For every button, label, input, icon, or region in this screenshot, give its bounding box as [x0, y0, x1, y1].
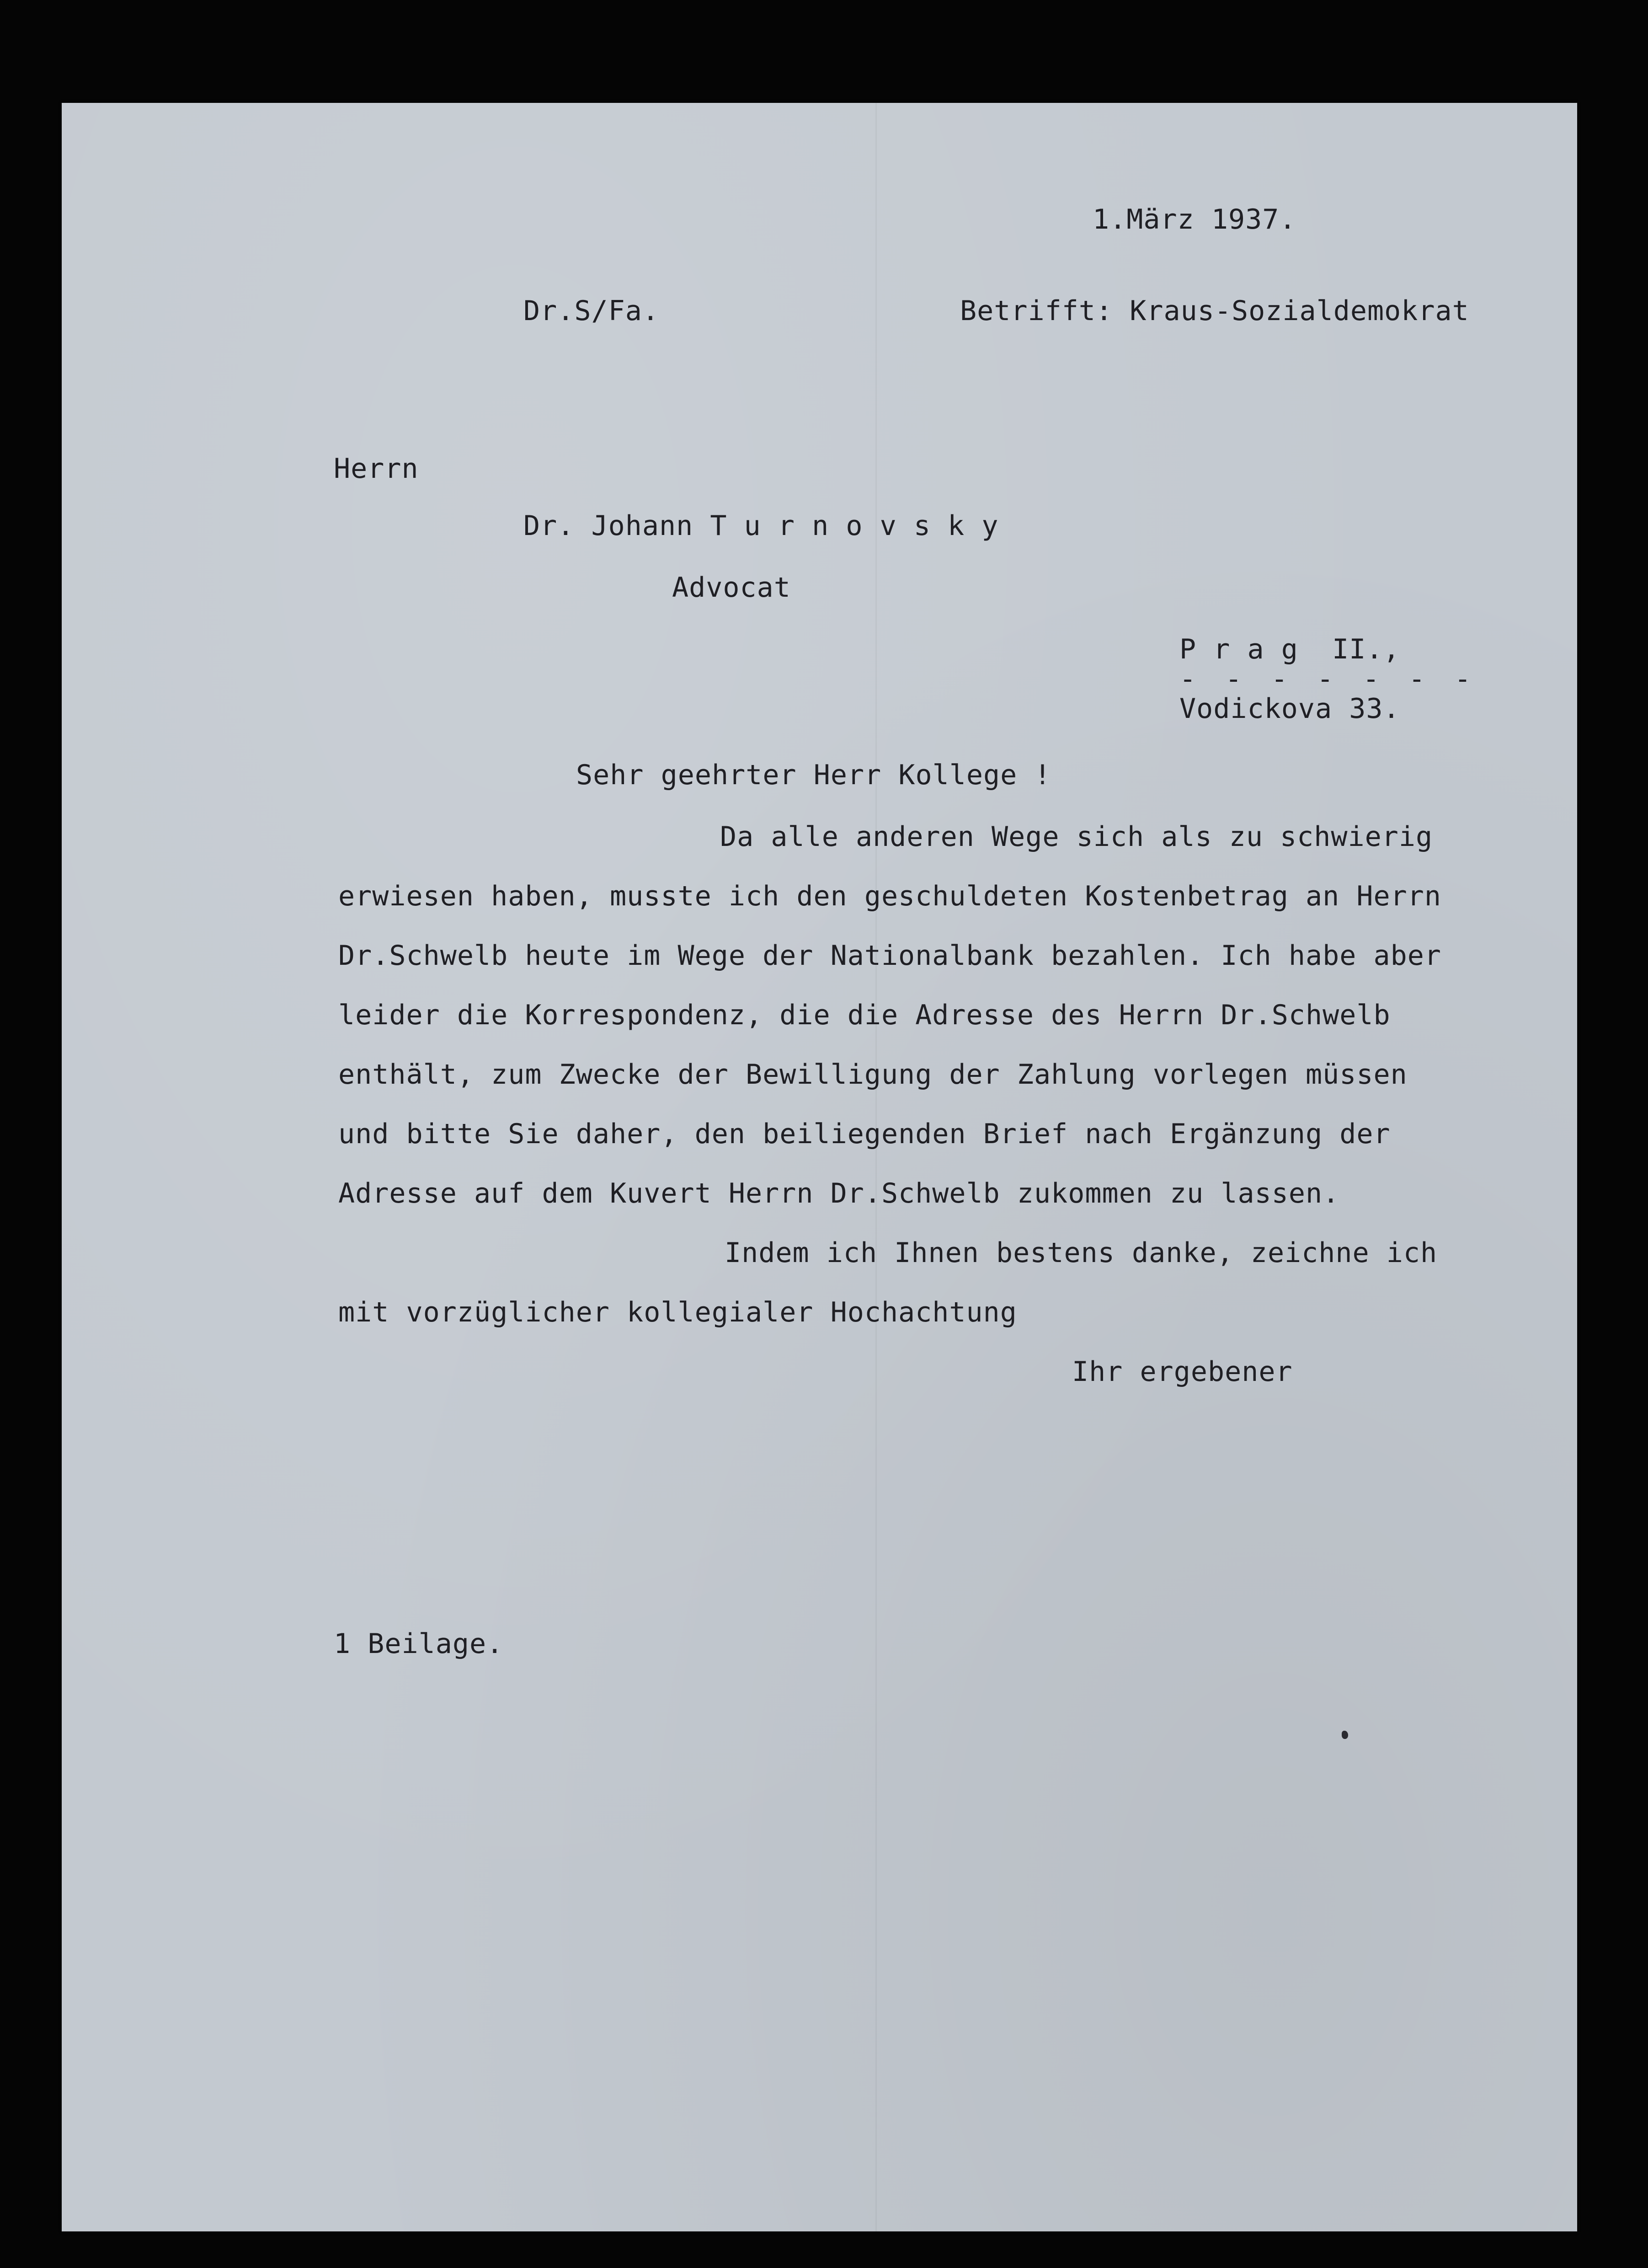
recipient-street: Vodickova 33.	[1179, 693, 1400, 725]
recipient-salutation: Herrn	[334, 453, 419, 485]
letter-page	[62, 103, 1577, 2231]
recipient-title: Advocat	[672, 572, 791, 604]
recipient-city: P r a g II.,	[1179, 633, 1400, 665]
body-line: enthält, zum Zwecke der Bewilligung der Zahlung vorlegen müssen	[338, 1059, 1408, 1091]
letter-greeting: Sehr geehrter Herr Kollege !	[576, 759, 1051, 791]
body-line: und bitte Sie daher, den beiliegenden Brief nach Ergänzung der	[338, 1118, 1391, 1150]
body-line: Indem ich Ihnen bestens danke, zeichne ich	[725, 1237, 1438, 1269]
enclosure-note: 1 Beilage.	[334, 1628, 504, 1660]
body-line: erwiesen haben, musste ich den geschuldeten Kostenbetrag an Herrn	[338, 880, 1441, 912]
subject-line: Betrifft: Kraus-Sozialdemokrat	[960, 295, 1469, 327]
body-line: Adresse auf dem Kuvert Herrn Dr.Schwelb zukommen zu lassen.	[338, 1177, 1340, 1209]
letter-date: 1.März 1937.	[1093, 203, 1296, 235]
paper-fold	[875, 103, 877, 2231]
body-line: mit vorzüglicher kollegialer Hochachtung	[338, 1296, 1017, 1328]
recipient-name: Dr. Johann T u r n o v s k y	[523, 510, 999, 542]
body-line: Da alle anderen Wege sich als zu schwierig	[720, 821, 1433, 853]
ink-speck	[1342, 1731, 1348, 1739]
city-underline: - - - - - - -	[1179, 663, 1477, 695]
body-line: leider die Korrespondenz, die die Adresse des Herrn Dr.Schwelb	[338, 999, 1391, 1031]
body-line: Dr.Schwelb heute im Wege der Nationalbank bezahlen. Ich habe aber	[338, 940, 1441, 972]
reference-code: Dr.S/Fa.	[523, 295, 659, 327]
closing-phrase: Ihr ergebener	[1072, 1356, 1293, 1388]
